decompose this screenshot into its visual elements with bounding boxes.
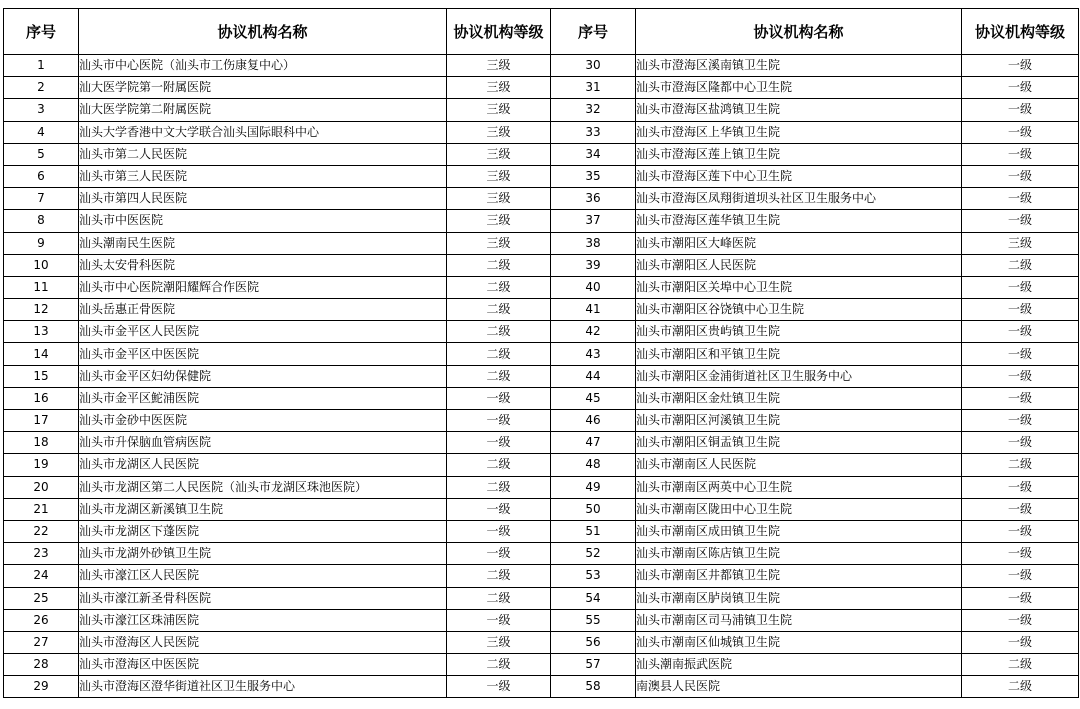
cell-level: 三级 — [447, 165, 551, 187]
cell-level: 一级 — [962, 55, 1079, 77]
cell-level: 一级 — [447, 609, 551, 631]
cell-level: 二级 — [447, 454, 551, 476]
table-row — [4, 410, 1079, 432]
cell-level: 一级 — [447, 676, 551, 698]
cell-name: 汕头市潮南区陈店镇卫生院 — [636, 543, 962, 565]
table-row — [4, 210, 1079, 232]
cell-level: 二级 — [447, 654, 551, 676]
cell-level: 二级 — [962, 454, 1079, 476]
table-header — [4, 9, 1079, 55]
cell-level: 二级 — [447, 587, 551, 609]
cell-name: 汕头市潮阳区和平镇卫生院 — [636, 343, 962, 365]
table-row — [4, 654, 1079, 676]
cell-no: 40 — [551, 276, 636, 298]
cell-name: 汕头市濠江新圣骨科医院 — [79, 587, 447, 609]
cell-level: 二级 — [962, 676, 1079, 698]
cell-no: 20 — [4, 476, 79, 498]
cell-level: 二级 — [447, 476, 551, 498]
cell-level: 二级 — [447, 254, 551, 276]
cell-name: 汕头市潮阳区金浦街道社区卫生服务中心 — [636, 365, 962, 387]
cell-level: 一级 — [962, 276, 1079, 298]
cell-no: 12 — [4, 299, 79, 321]
cell-no: 25 — [4, 587, 79, 609]
cell-level: 一级 — [962, 520, 1079, 542]
cell-name: 汕头市澄海区莲下中心卫生院 — [636, 165, 962, 187]
table-row — [4, 609, 1079, 631]
cell-name: 汕头太安骨科医院 — [79, 254, 447, 276]
cell-no: 22 — [4, 520, 79, 542]
cell-no: 57 — [551, 654, 636, 676]
table-row — [4, 432, 1079, 454]
table-row — [4, 121, 1079, 143]
cell-no: 14 — [4, 343, 79, 365]
cell-level: 三级 — [447, 631, 551, 653]
cell-name: 汕头市澄海区溪南镇卫生院 — [636, 55, 962, 77]
cell-level: 一级 — [447, 410, 551, 432]
table-row — [4, 365, 1079, 387]
cell-name: 汕头市潮阳区人民医院 — [636, 254, 962, 276]
cell-name: 汕头市潮南区仙城镇卫生院 — [636, 631, 962, 653]
cell-name: 汕头市第三人民医院 — [79, 165, 447, 187]
cell-level: 三级 — [447, 55, 551, 77]
cell-no: 34 — [551, 143, 636, 165]
cell-name: 汕头市潮阳区铜盂镇卫生院 — [636, 432, 962, 454]
cell-level: 一级 — [447, 498, 551, 520]
cell-level: 一级 — [447, 432, 551, 454]
cell-level: 一级 — [962, 587, 1079, 609]
cell-name: 汕头市潮南区人民医院 — [636, 454, 962, 476]
cell-no: 54 — [551, 587, 636, 609]
cell-level: 三级 — [447, 210, 551, 232]
header-level: 协议机构等级 — [447, 9, 551, 55]
cell-level: 二级 — [962, 654, 1079, 676]
table-row — [4, 498, 1079, 520]
cell-no: 42 — [551, 321, 636, 343]
cell-name: 汕头市龙湖外砂镇卫生院 — [79, 543, 447, 565]
cell-no: 48 — [551, 454, 636, 476]
cell-no: 38 — [551, 232, 636, 254]
cell-no: 24 — [4, 565, 79, 587]
cell-name: 汕头市龙湖区人民医院 — [79, 454, 447, 476]
cell-name: 汕头市升保脑血管病医院 — [79, 432, 447, 454]
cell-level: 二级 — [962, 254, 1079, 276]
table-row — [4, 321, 1079, 343]
cell-name: 汕大医学院第二附属医院 — [79, 99, 447, 121]
cell-level: 三级 — [447, 143, 551, 165]
cell-name: 汕头市潮南区两英中心卫生院 — [636, 476, 962, 498]
table-row — [4, 587, 1079, 609]
cell-level: 一级 — [962, 188, 1079, 210]
cell-name: 汕头市潮阳区河溪镇卫生院 — [636, 410, 962, 432]
table-row — [4, 543, 1079, 565]
cell-level: 一级 — [962, 299, 1079, 321]
cell-level: 一级 — [962, 432, 1079, 454]
cell-name: 汕头市潮南区司马浦镇卫生院 — [636, 609, 962, 631]
cell-name: 汕大医学院第一附属医院 — [79, 77, 447, 99]
cell-name: 汕头市龙湖区第二人民医院（汕头市龙湖区珠池医院） — [79, 476, 447, 498]
cell-no: 58 — [551, 676, 636, 698]
cell-name: 汕头市澄海区盐鸿镇卫生院 — [636, 99, 962, 121]
cell-level: 一级 — [962, 343, 1079, 365]
cell-name: 汕头市潮阳区关埠中心卫生院 — [636, 276, 962, 298]
table-row — [4, 143, 1079, 165]
cell-name: 汕头市第二人民医院 — [79, 143, 447, 165]
table-row — [4, 232, 1079, 254]
cell-name: 汕头市第四人民医院 — [79, 188, 447, 210]
cell-name: 汕头潮南振武医院 — [636, 654, 962, 676]
cell-name: 汕头市澄海区人民医院 — [79, 631, 447, 653]
table-row — [4, 565, 1079, 587]
cell-level: 一级 — [962, 365, 1079, 387]
cell-no: 44 — [551, 365, 636, 387]
cell-name: 汕头市金平区中医医院 — [79, 343, 447, 365]
cell-level: 一级 — [447, 543, 551, 565]
cell-no: 2 — [4, 77, 79, 99]
cell-no: 7 — [4, 188, 79, 210]
cell-no: 35 — [551, 165, 636, 187]
cell-no: 6 — [4, 165, 79, 187]
cell-level: 一级 — [962, 631, 1079, 653]
cell-level: 二级 — [447, 321, 551, 343]
table-row — [4, 520, 1079, 542]
cell-name: 汕头市澄海区上华镇卫生院 — [636, 121, 962, 143]
header-row — [4, 9, 1079, 55]
cell-level: 一级 — [962, 410, 1079, 432]
cell-level: 一级 — [962, 387, 1079, 409]
cell-name: 汕头市澄海区澄华街道社区卫生服务中心 — [79, 676, 447, 698]
table-row — [4, 55, 1079, 77]
cell-no: 45 — [551, 387, 636, 409]
cell-no: 51 — [551, 520, 636, 542]
cell-name: 汕头市潮阳区大峰医院 — [636, 232, 962, 254]
cell-no: 31 — [551, 77, 636, 99]
table-row — [4, 387, 1079, 409]
cell-level: 三级 — [447, 77, 551, 99]
cell-no: 32 — [551, 99, 636, 121]
table-body — [4, 55, 1079, 698]
cell-no: 3 — [4, 99, 79, 121]
cell-name: 汕头市金砂中医医院 — [79, 410, 447, 432]
cell-no: 17 — [4, 410, 79, 432]
cell-no: 50 — [551, 498, 636, 520]
cell-level: 一级 — [447, 520, 551, 542]
table-row — [4, 631, 1079, 653]
cell-level: 一级 — [962, 543, 1079, 565]
cell-no: 37 — [551, 210, 636, 232]
cell-name: 汕头市潮南区陇田中心卫生院 — [636, 498, 962, 520]
table-row — [4, 676, 1079, 698]
cell-name: 汕头市澄海区凤翔街道坝头社区卫生服务中心 — [636, 188, 962, 210]
table-row — [4, 476, 1079, 498]
cell-name: 汕头市潮阳区贵屿镇卫生院 — [636, 321, 962, 343]
table-row — [4, 343, 1079, 365]
cell-no: 13 — [4, 321, 79, 343]
table-row — [4, 276, 1079, 298]
cell-no: 30 — [551, 55, 636, 77]
cell-name: 汕头潮南民生医院 — [79, 232, 447, 254]
cell-level: 一级 — [962, 165, 1079, 187]
table-row — [4, 188, 1079, 210]
cell-name: 汕头市中心医院（汕头市工伤康复中心） — [79, 55, 447, 77]
cell-name: 汕头市中医医院 — [79, 210, 447, 232]
table-row — [4, 299, 1079, 321]
cell-level: 一级 — [962, 498, 1079, 520]
cell-no: 21 — [4, 498, 79, 520]
cell-no: 15 — [4, 365, 79, 387]
cell-level: 一级 — [962, 143, 1079, 165]
cell-no: 33 — [551, 121, 636, 143]
cell-no: 56 — [551, 631, 636, 653]
cell-name: 汕头市金平区鮀浦医院 — [79, 387, 447, 409]
cell-level: 一级 — [447, 387, 551, 409]
cell-no: 11 — [4, 276, 79, 298]
cell-level: 二级 — [447, 343, 551, 365]
cell-no: 28 — [4, 654, 79, 676]
hospital-list-table — [3, 8, 1079, 698]
cell-name: 汕头市中心医院潮阳耀辉合作医院 — [79, 276, 447, 298]
cell-level: 二级 — [447, 365, 551, 387]
header-name: 协议机构名称 — [79, 9, 447, 55]
cell-name: 汕头市金平区人民医院 — [79, 321, 447, 343]
cell-name: 汕头市潮南区井都镇卫生院 — [636, 565, 962, 587]
cell-no: 43 — [551, 343, 636, 365]
cell-level: 一级 — [962, 77, 1079, 99]
header-no: 序号 — [4, 9, 79, 55]
cell-name: 汕头市澄海区中医医院 — [79, 654, 447, 676]
cell-no: 1 — [4, 55, 79, 77]
cell-level: 三级 — [447, 99, 551, 121]
cell-level: 一级 — [962, 609, 1079, 631]
cell-no: 39 — [551, 254, 636, 276]
table-row — [4, 77, 1079, 99]
cell-no: 9 — [4, 232, 79, 254]
cell-no: 18 — [4, 432, 79, 454]
cell-name: 汕头市潮南区成田镇卫生院 — [636, 520, 962, 542]
cell-no: 8 — [4, 210, 79, 232]
cell-name: 汕头岳惠正骨医院 — [79, 299, 447, 321]
cell-name: 汕头市龙湖区新溪镇卫生院 — [79, 498, 447, 520]
header-level: 协议机构等级 — [962, 9, 1079, 55]
cell-level: 一级 — [962, 99, 1079, 121]
cell-name: 南澳县人民医院 — [636, 676, 962, 698]
table-row — [4, 254, 1079, 276]
table-row — [4, 99, 1079, 121]
cell-level: 三级 — [447, 232, 551, 254]
cell-no: 49 — [551, 476, 636, 498]
table-row — [4, 165, 1079, 187]
cell-level: 三级 — [447, 121, 551, 143]
cell-name: 汕头市潮阳区谷饶镇中心卫生院 — [636, 299, 962, 321]
cell-no: 41 — [551, 299, 636, 321]
cell-no: 29 — [4, 676, 79, 698]
cell-no: 55 — [551, 609, 636, 631]
cell-name: 汕头大学香港中文大学联合汕头国际眼科中心 — [79, 121, 447, 143]
cell-name: 汕头市濠江区珠浦医院 — [79, 609, 447, 631]
cell-name: 汕头市潮阳区金灶镇卫生院 — [636, 387, 962, 409]
cell-level: 二级 — [447, 276, 551, 298]
cell-level: 一级 — [962, 121, 1079, 143]
cell-no: 10 — [4, 254, 79, 276]
cell-no: 47 — [551, 432, 636, 454]
cell-no: 36 — [551, 188, 636, 210]
cell-name: 汕头市澄海区隆都中心卫生院 — [636, 77, 962, 99]
cell-no: 53 — [551, 565, 636, 587]
cell-name: 汕头市澄海区莲上镇卫生院 — [636, 143, 962, 165]
header-name: 协议机构名称 — [636, 9, 962, 55]
cell-level: 一级 — [962, 476, 1079, 498]
cell-level: 三级 — [447, 188, 551, 210]
cell-no: 26 — [4, 609, 79, 631]
cell-no: 5 — [4, 143, 79, 165]
cell-name: 汕头市潮南区胪岗镇卫生院 — [636, 587, 962, 609]
header-no: 序号 — [551, 9, 636, 55]
cell-no: 19 — [4, 454, 79, 476]
cell-name: 汕头市龙湖区下蓬医院 — [79, 520, 447, 542]
cell-no: 52 — [551, 543, 636, 565]
cell-no: 16 — [4, 387, 79, 409]
cell-level: 一级 — [962, 321, 1079, 343]
cell-name: 汕头市金平区妇幼保健院 — [79, 365, 447, 387]
cell-level: 一级 — [962, 210, 1079, 232]
cell-name: 汕头市澄海区莲华镇卫生院 — [636, 210, 962, 232]
cell-level: 二级 — [447, 565, 551, 587]
cell-no: 23 — [4, 543, 79, 565]
cell-level: 一级 — [962, 565, 1079, 587]
cell-no: 46 — [551, 410, 636, 432]
cell-level: 三级 — [962, 232, 1079, 254]
cell-name: 汕头市濠江区人民医院 — [79, 565, 447, 587]
cell-no: 27 — [4, 631, 79, 653]
table-row — [4, 454, 1079, 476]
cell-no: 4 — [4, 121, 79, 143]
cell-level: 二级 — [447, 299, 551, 321]
